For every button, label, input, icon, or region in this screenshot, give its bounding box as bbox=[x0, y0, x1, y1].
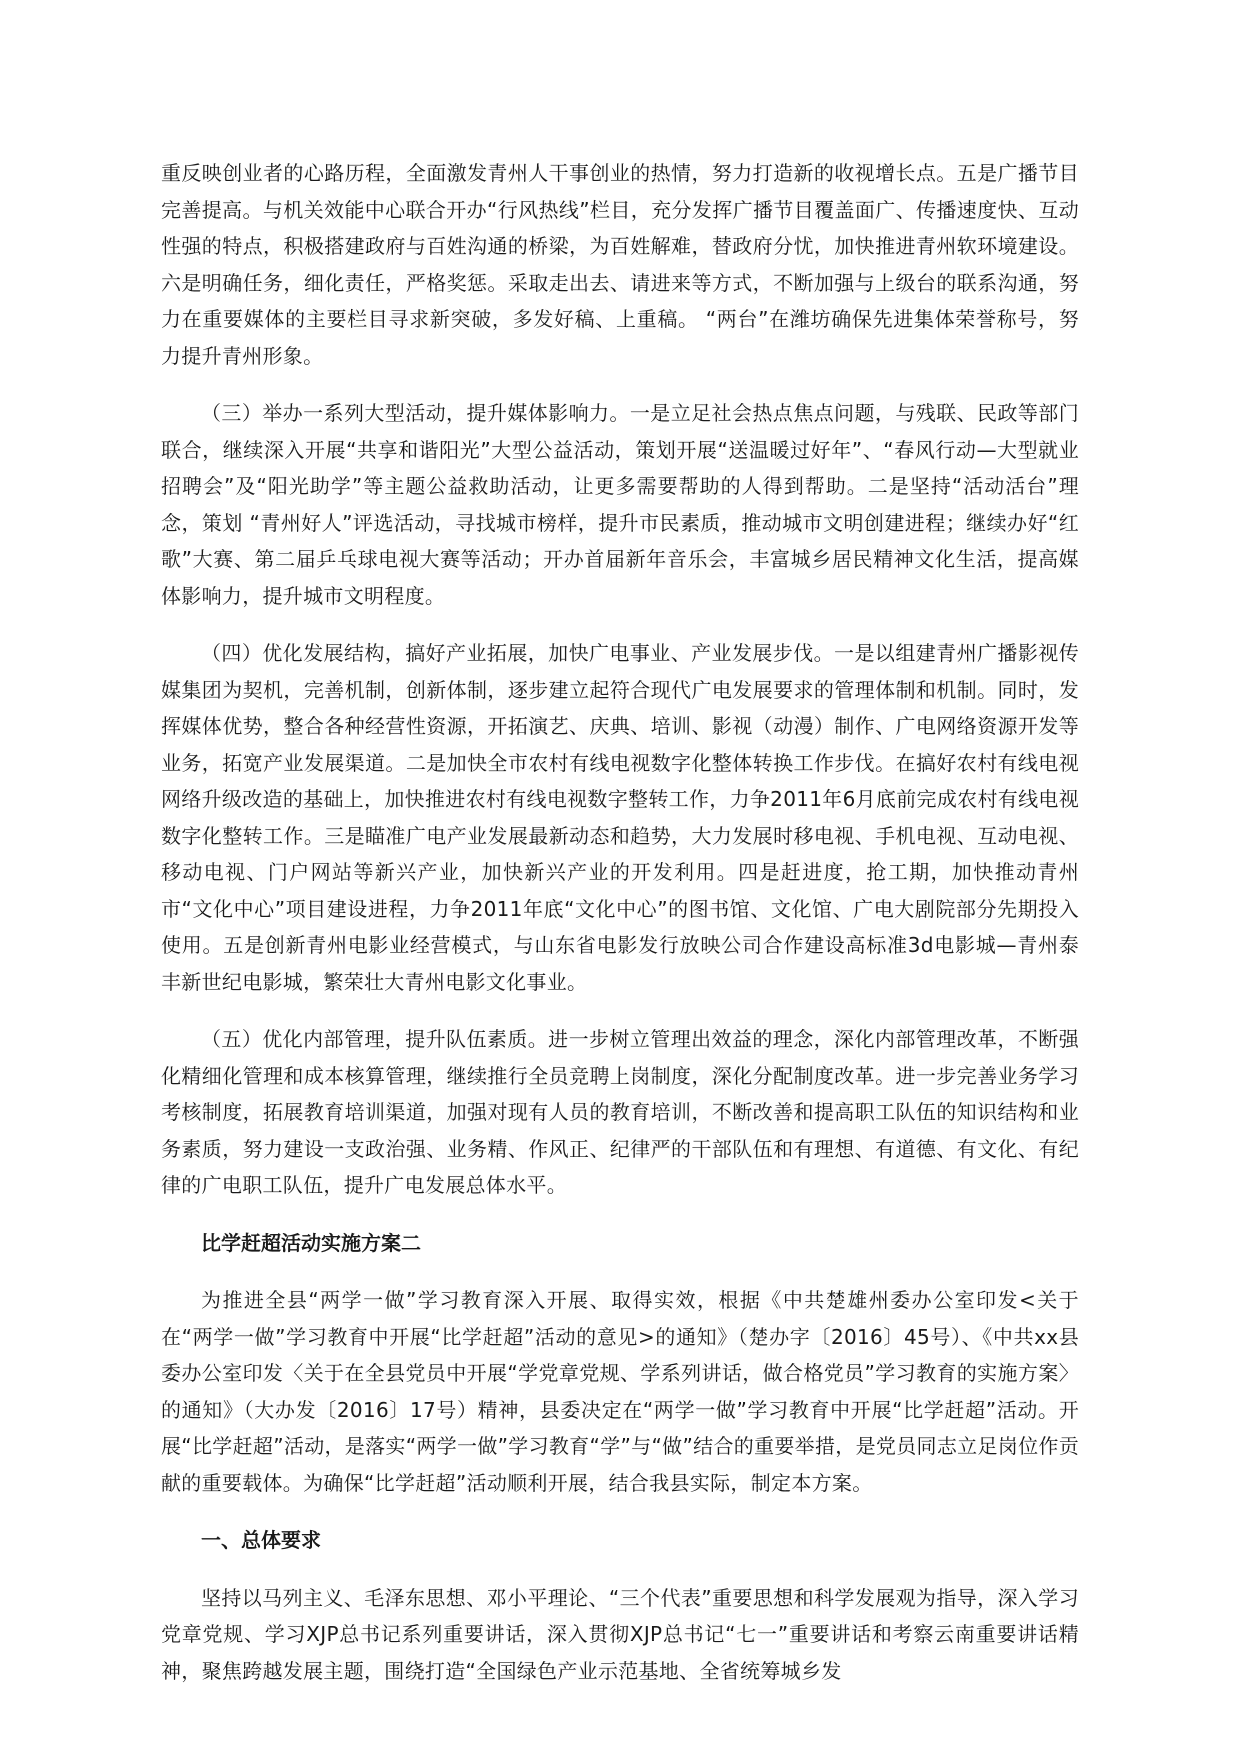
document-body bbox=[161, 155, 1079, 1710]
paragraph-intro: 为推进全县“两学一做”学习教育深入开展、取得实效，根据《中共楚雄州委办公室印发<关于在“两学一做”学习教育中开展“比学赶超”活动的意见>的通知》（楚办字〔2016〕45号）、《中共xx县委办公室印发〈关于在全县党员中开展“学党章党规、学系列讲话，做合格党员”学习教育的实施方案〉的通知》（大办发〔2016〕17号）精神，县委决定在“两学一做”学习教育中开展“比学赶超”活动。开展“比学赶超”活动，是落实“两学一做”学习教育“学”与“做”结合的重要举措，是党员同志立足岗位作贡献的重要载体。为确保“比学赶超”活动顺利开展，结合我县实际，制定本方案。 bbox=[161, 1288, 1079, 1495]
paragraph-general-requirements: 坚持以马列主义、毛泽东思想、邓小平理论、“三个代表”重要思想和科学发展观为指导，深入学习党章党规、学习XJP总书记系列重要讲话，深入贯彻XJP总书记“七一”重要讲话和考察云南重要讲话精神，聚焦跨越发展主题，围绕打造“全国绿色产业示范基地、全省统筹城乡发 bbox=[161, 1585, 1079, 1683]
paragraph-item-three: （三）举办一系列大型活动，提升媒体影响力。一是立足社会热点焦点问题，与残联、民政等部门联合，继续深入开展“共享和谐阳光”大型公益活动，策划开展“送温暖过好年”、“春风行动—大型就业招聘会”及“阳光助学”等主题公益救助活动，让更多需要帮助的人得到帮助。二是坚持“活动活台”理念，策划 “青州好人”评选活动，寻找城市榜样，提升市民素质，推动城市文明创建进程；继续办好“红歌”大赛、第二届乒乓球电视大赛等活动；开办首届新年音乐会，丰富城乡居民精神文化生活，提高媒体影响力，提升城市文明程度。 bbox=[161, 401, 1079, 608]
paragraph-item-five: （五）优化内部管理，提升队伍素质。进一步树立管理出效益的理念，深化内部管理改革，不断强化精细化管理和成本核算管理，继续推行全员竞聘上岗制度，深化分配制度改革。进一步完善业务学习考核制度，拓展教育培训渠道，加强对现有人员的教育培训，不断改善和提高职工队伍的知识结构和业务素质，努力建设一支政治强、业务精、作风正、纪律严的干部队伍和有理想、有道德、有文化、有纪律的广电职工队伍，提升广电发展总体水平。 bbox=[161, 1027, 1079, 1197]
section-title: 比学赶超活动实施方案二 bbox=[201, 1230, 421, 1255]
paragraph-item-four: （四）优化发展结构，搞好产业拓展，加快广电事业、产业发展步伐。一是以组建青州广播影视传媒集团为契机，完善机制，创新体制，逐步建立起符合现代广电发展要求的管理体制和机制。同时，发挥媒体优势，整合各种经营性资源，开拓演艺、庆典、培训、影视（动漫）制作、广电网络资源开发等业务，拓宽产业发展渠道。二是加快全市农村有线电视数字化整体转换工作步伐。在搞好农村有线电视网络升级改造的基础上，加快推进农村有线电视数字整转工作，力争2011年6月底前完成农村有线电视数字化整转工作。三是瞄准广电产业发展最新动态和趋势，大力发展时移电视、手机电视、互动电视、移动电视、门户网站等新兴产业，加快新兴产业的开发利用。四是赶进度，抢工期，加快推动青州市“文化中心”项目建设进程，力争2011年底“文化中心”的图书馆、文化馆、广电大剧院部分先期投入使用。五是创新青州电影业经营模式，与山东省电影发行放映公司合作建设高标准3d电影城—青州泰丰新世纪电影城，繁荣壮大青州电影文化事业。 bbox=[161, 641, 1079, 994]
subheading-general-requirements: 一、总体要求 bbox=[201, 1528, 321, 1552]
paragraph-continued: 重反映创业者的心路历程，全面激发青州人干事创业的热情，努力打造新的收视增长点。五是广播节目完善提高。与机关效能中心联合开办“行风热线”栏目，充分发挥广播节目覆盖面广、传播速度快、互动性强的特点，积极搭建政府与百姓沟通的桥梁，为百姓解难，替政府分忧，加快推进青州软环境建设。六是明确任务，细化责任，严格奖惩。采取走出去、请进来等方式，不断加强与上级台的联系沟通，努力在重要媒体的主要栏目寻求新突破，多发好稿、上重稿。 “两台”在潍坊确保先进集体荣誉称号，努力提升青州形象。 bbox=[161, 161, 1079, 368]
